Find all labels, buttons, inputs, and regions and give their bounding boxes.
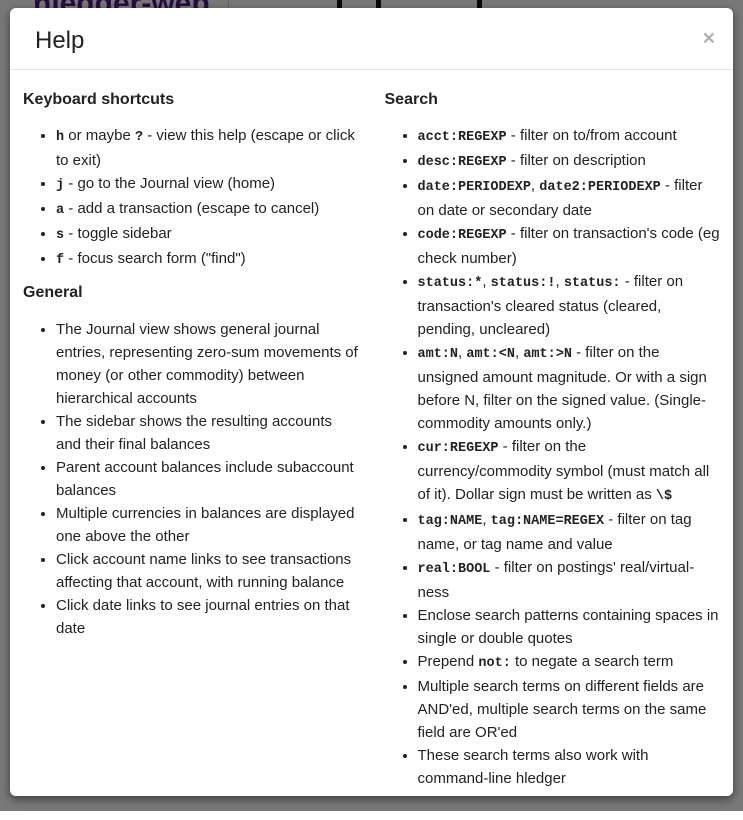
inline-text: - filter on the unsigned amount magnitude. Or with a sign before N, filter on the signed value. (Single-commodity amounts only.) <box>417 344 707 433</box>
inline-code: tag:NAME=REGEX <box>490 514 605 530</box>
inline-text: - filter on to/from account <box>506 127 677 145</box>
inline-text: - filter on transaction's cleared status (cleared, pending, uncleared) <box>417 273 684 339</box>
inline-code: code:REGEXP <box>417 228 507 244</box>
inline-text: - filter on transaction's code (eg check number) <box>417 225 720 268</box>
list-item <box>56 124 360 172</box>
list-item <box>418 744 722 790</box>
inline-code: tag:NAME <box>417 514 483 530</box>
list-item <box>56 318 360 410</box>
inline-code: desc:REGEXP <box>417 155 507 171</box>
inline-text: The sidebar shows the resulting accounts and their final balances <box>56 412 332 453</box>
section-heading-search: Search <box>384 90 438 108</box>
list-item <box>418 149 722 174</box>
list-item <box>56 594 360 640</box>
inline-text: Multiple search terms on different fields are AND'ed, multiple search terms on the same field are OR'ed <box>417 678 707 742</box>
section-heading-general: General <box>23 284 83 302</box>
list-item <box>56 222 360 247</box>
inline-code: ? <box>134 130 144 146</box>
inline-text: - focus search form ("find") <box>64 250 246 268</box>
modal-header <box>10 8 733 70</box>
inline-text: , <box>482 511 491 529</box>
search-syntax-list <box>385 124 722 790</box>
inline-text: Enclose search patterns containing spaces in single or double quotes <box>417 607 719 648</box>
inline-code: real:BOOL <box>417 562 491 578</box>
inline-code: cur:REGEXP <box>417 441 499 457</box>
inline-code: amt:<N <box>466 347 515 363</box>
inline-text: , <box>530 177 540 195</box>
inline-text: - go to the Journal view (home) <box>64 175 276 193</box>
inline-code: status:* <box>417 276 483 292</box>
help-left-column <box>10 80 372 801</box>
inline-code: not: <box>478 656 511 672</box>
inline-code: date:PERIODEXP <box>417 180 531 196</box>
section-heading-keyboard-shortcuts: Keyboard shortcuts <box>23 90 175 108</box>
inline-text: - filter on tag name, or tag name and value <box>417 511 692 554</box>
modal-body <box>10 70 733 820</box>
inline-code: h <box>56 130 65 146</box>
list-item <box>56 197 360 222</box>
inline-code: amt:>N <box>523 347 572 363</box>
list-item <box>56 456 360 502</box>
inline-code: \$ <box>655 489 673 505</box>
inline-code: f <box>56 253 65 269</box>
list-item <box>56 247 360 272</box>
inline-text: - filter on the currency/commodity symbol (must match all of it). Dollar sign must be written as <box>417 438 710 504</box>
list-item <box>418 341 722 435</box>
inline-code: status:! <box>490 276 556 292</box>
inline-text: Click date links to see journal entries on that date <box>56 596 350 637</box>
inline-text: - filter on description <box>506 152 646 170</box>
inline-code: a <box>56 203 65 219</box>
list-item <box>418 435 722 508</box>
list-item <box>418 650 722 675</box>
inline-code: j <box>56 178 65 194</box>
keyboard-shortcuts-list <box>23 124 360 272</box>
list-item <box>418 508 722 556</box>
inline-text: , <box>555 273 564 291</box>
inline-text: to negate a search term <box>510 653 674 671</box>
list-item <box>418 174 722 222</box>
list-item <box>56 548 360 594</box>
inline-code: date2:PERIODEXP <box>539 180 661 196</box>
inline-text: The Journal view shows general journal entries, representing zero-sum movements of money (or other commodity) between hierarchical accounts <box>56 320 358 407</box>
inline-text: - toggle sidebar <box>64 225 172 243</box>
inline-text: - filter on date or secondary date <box>417 177 703 220</box>
close-icon[interactable]: × <box>702 27 715 50</box>
inline-text: Multiple currencies in balances are displayed one above the other <box>56 504 355 545</box>
inline-text: Click account name links to see transactions affecting that account, with running balance <box>56 550 352 591</box>
inline-text: Parent account balances include subaccount balances <box>56 458 354 499</box>
list-item <box>56 410 360 456</box>
inline-text: Prepend <box>417 653 479 671</box>
help-modal <box>10 8 733 796</box>
list-item <box>418 604 722 650</box>
inline-text: , <box>482 273 491 291</box>
list-item <box>418 675 722 744</box>
general-list <box>23 318 360 640</box>
list-item <box>418 556 722 604</box>
inline-text: - filter on postings' real/virtual-ness <box>417 559 695 602</box>
list-item <box>418 222 722 270</box>
list-item <box>56 502 360 548</box>
inline-text: - add a transaction (escape to cancel) <box>64 200 320 218</box>
inline-text: , <box>458 344 467 362</box>
inline-text: These search terms also work with command-line hledger <box>417 747 649 788</box>
list-item <box>418 270 722 341</box>
inline-text: , <box>514 344 524 362</box>
list-item <box>418 124 722 149</box>
list-item <box>56 172 360 197</box>
inline-code: status: <box>563 276 621 292</box>
inline-text: or maybe <box>64 127 135 145</box>
modal-title: Help <box>35 27 85 54</box>
inline-text: - view this help (escape or click to exit) <box>56 127 355 170</box>
inline-code: acct:REGEXP <box>417 130 507 146</box>
inline-code: s <box>56 228 65 244</box>
help-right-column <box>372 80 734 801</box>
inline-code: amt:N <box>417 347 459 363</box>
